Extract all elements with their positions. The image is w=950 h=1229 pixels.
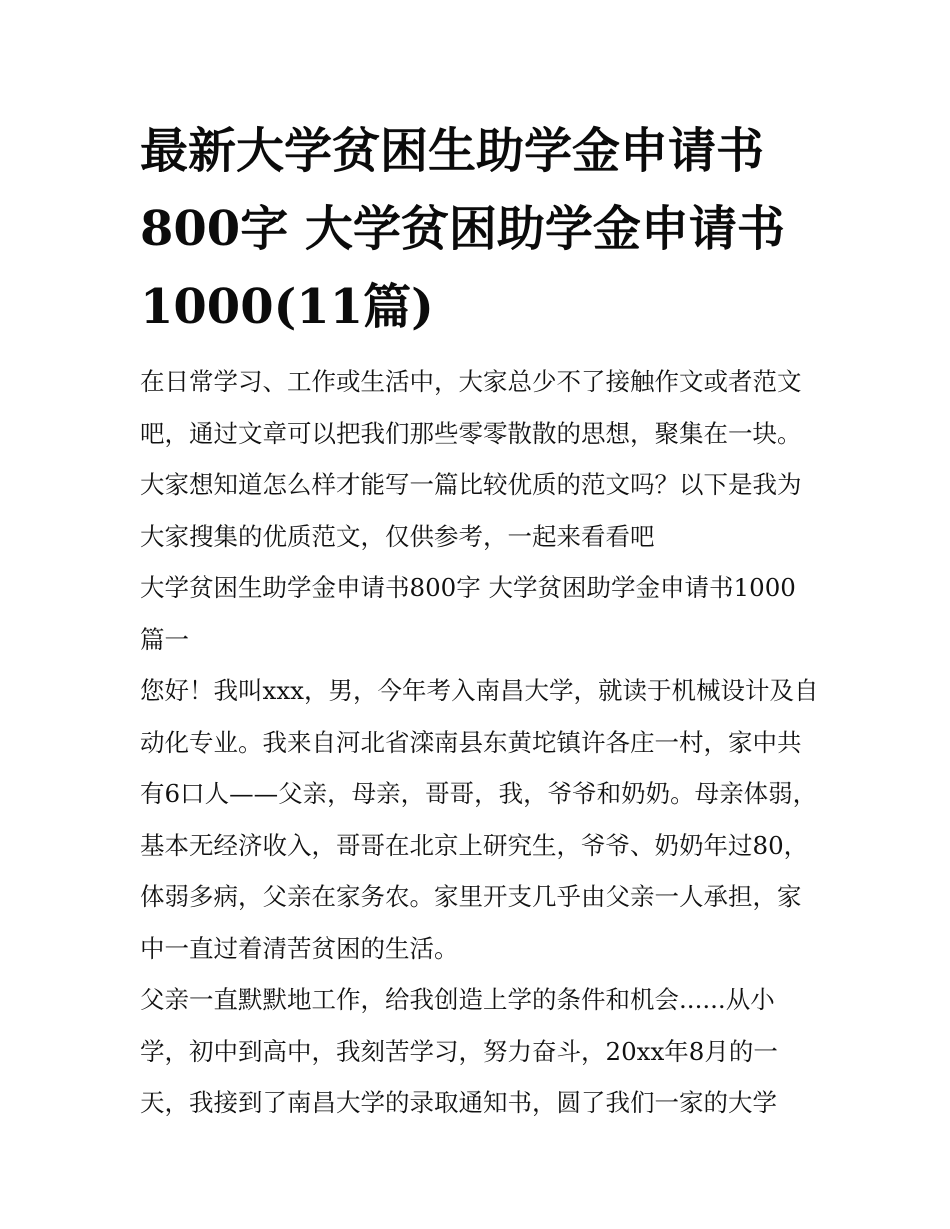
- document-title: 最新大学贫困生助学金申请书800字 大学贫困助学金申请书1000(11篇): [140, 123, 785, 335]
- intro-paragraph: 在日常学习、工作或生活中，大家总少不了接触作文或者范文吧，通过文章可以把我们那些零零散散的思想，聚集在一块。大家想知道怎么样才能写一篇比较优质的范文吗？以下是我为大家搜集的优质范文，仅供参考，一起来看看吧: [140, 367, 802, 551]
- document-body: [140, 112, 820, 1129]
- body-paragraph: 您好！我叫xxx，男，今年考入南昌大学，就读于机械设计及自动化专业。我来自河北省滦南县东黄坨镇许各庄一村，家中共有6口人——父亲，母亲，哥哥，我，爷爷和奶奶。母亲体弱，基本无经济收入，哥哥在北京上研究生，爷爷、奶奶年过80，体弱多病，父亲在家务农。家里开支几乎由父亲一人承担，家中一直过着清苦贫困的生活。: [140, 676, 819, 963]
- body-paragraph: 父亲一直默默地工作，给我创造上学的条件和机会......从小学，初中到高中，我刻苦学习，努力奋斗，20xx年8月的一天，我接到了南昌大学的录取通知书，圆了我们一家的大学: [140, 985, 778, 1117]
- section-heading: 大学贫困生助学金申请书800字 大学贫困助学金申请书1000篇一: [140, 573, 796, 654]
